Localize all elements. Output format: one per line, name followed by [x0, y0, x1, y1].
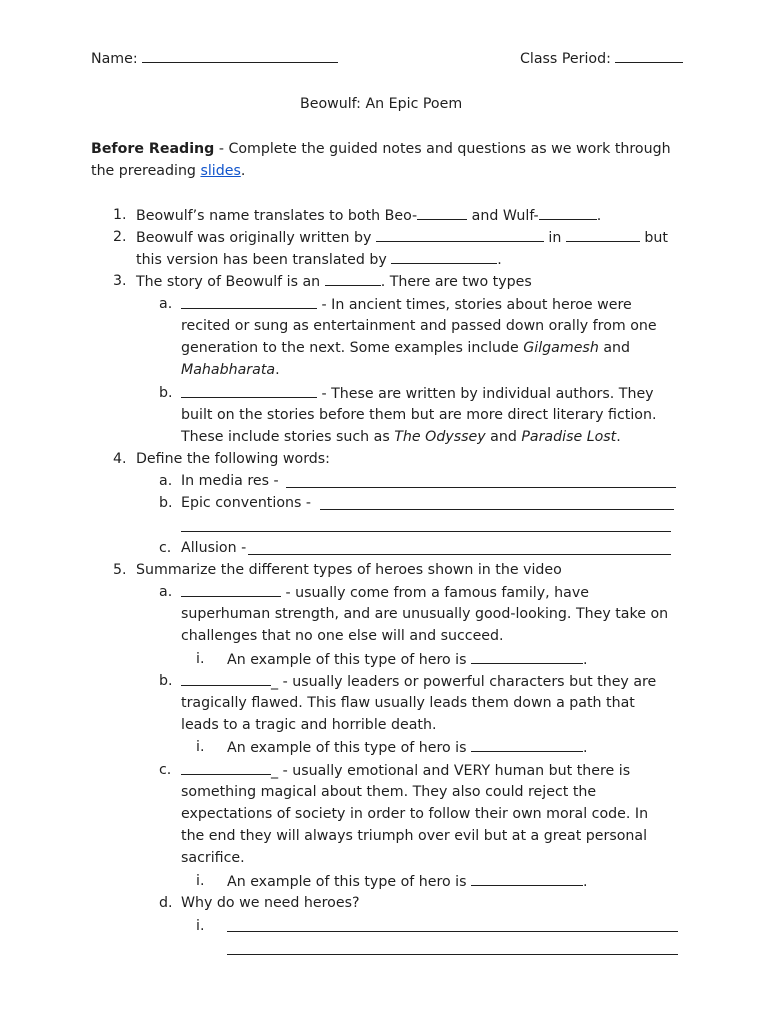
q5c-line-1: _ - usually emotional and VERY human but there is [181, 760, 630, 781]
q5b-example-blank[interactable] [471, 737, 583, 752]
q5b-letter: b. [159, 673, 173, 689]
q5b-line-3: leads to a tragic and horrible death. [181, 717, 437, 733]
q5c-line-5: sacrifice. [181, 850, 245, 866]
q5b-example: An example of this type of hero is . [227, 737, 588, 758]
q5a-roman: i. [196, 651, 205, 667]
q5c-roman: i. [196, 873, 205, 889]
name-blank[interactable] [142, 48, 338, 63]
q3a-line-1: - In ancient times, stories about heroe were [181, 294, 632, 315]
q3a-line-2: recited or sung as entertainment and passed down orally from one [181, 318, 657, 334]
q5b-roman: i. [196, 739, 205, 755]
q2-text-line-1: Beowulf was originally written by in but [136, 227, 668, 248]
q4a-letter: a. [159, 473, 173, 489]
q5c-line-2: something magical about them. They also could reject the [181, 784, 597, 800]
intro-line-1: Before Reading - Complete the guided notes and questions as we work through [91, 141, 671, 157]
q3a-blank[interactable] [181, 294, 317, 309]
q2-blank-translator[interactable] [391, 249, 497, 264]
q4c-label: Allusion - [181, 540, 247, 556]
q3b-line-3: These include stories such as The Odyssey and Paradise Lost. [181, 429, 621, 445]
q5c-line-4: the end they will always triumph over evil but at a great personal [181, 828, 648, 844]
q3a-letter: a. [159, 296, 173, 312]
slides-link[interactable]: slides [200, 163, 241, 179]
q3b-letter: b. [159, 385, 173, 401]
q1-blank-beo[interactable] [417, 205, 467, 220]
q5c-letter: c. [159, 762, 172, 778]
q3b-line-1: - These are written by individual authors. They [181, 383, 654, 404]
q3b-line-2: built on the stories before them but are more direct literary fiction. [181, 407, 657, 423]
q5d-answer-line-1[interactable] [227, 931, 678, 932]
q5-number: 5. [113, 562, 127, 578]
q5a-blank[interactable] [181, 582, 281, 597]
class-period-field[interactable]: Class Period: [520, 48, 683, 69]
q5a-example: An example of this type of hero is . [227, 649, 588, 670]
q5b-line-1: _ - usually leaders or powerful characters but they are [181, 671, 656, 692]
q4b-answer-line-1[interactable] [320, 509, 674, 510]
q1-text: Beowulf’s name translates to both Beo- and Wulf- . [136, 205, 601, 226]
q5d-roman: i. [196, 918, 205, 934]
q4c-letter: c. [159, 540, 172, 556]
q3-number: 3. [113, 273, 127, 289]
q4-text: Define the following words: [136, 451, 330, 467]
page-title: Beowulf: An Epic Poem [300, 96, 463, 112]
q5d-answer-line-2[interactable] [227, 954, 678, 955]
q5d-text: Why do we need heroes? [181, 895, 360, 911]
q5a-letter: a. [159, 584, 173, 600]
name-field[interactable]: Name: [91, 48, 338, 69]
q1-number: 1. [113, 207, 127, 223]
q3-text: The story of Beowulf is an . There are two types [136, 271, 532, 292]
q4-number: 4. [113, 451, 127, 467]
q5c-blank[interactable] [181, 760, 271, 775]
q4b-answer-line-2[interactable] [181, 531, 671, 532]
q5d-letter: d. [159, 895, 173, 911]
q2-number: 2. [113, 229, 127, 245]
class-period-blank[interactable] [615, 48, 683, 63]
q4b-letter: b. [159, 495, 173, 511]
q3a-line-3: generation to the next. Some examples include Gilgamesh and [181, 340, 631, 356]
q2-blank-author[interactable] [376, 227, 544, 242]
q5b-blank[interactable] [181, 671, 271, 686]
q5c-line-3: expectations of society in order to follow their own moral code. In [181, 806, 649, 822]
q5a-line-3: challenges that no one else will and succeed. [181, 628, 504, 644]
q5a-line-1: - usually come from a famous family, have [181, 582, 589, 603]
q4a-label: In media res - [181, 473, 279, 489]
q5c-example-blank[interactable] [471, 871, 583, 886]
q5-text: Summarize the different types of heroes shown in the video [136, 562, 562, 578]
q5b-line-2: tragically flawed. This flaw usually leads them down a path that [181, 695, 635, 711]
q3b-blank[interactable] [181, 383, 317, 398]
q3-blank-epic[interactable] [325, 271, 381, 286]
q1-blank-wulf[interactable] [539, 205, 597, 220]
q5a-example-blank[interactable] [471, 649, 583, 664]
q4c-answer-line[interactable] [248, 554, 671, 555]
q4a-answer-line[interactable] [286, 487, 676, 488]
q5a-line-2: superhuman strength, and are unusually good-looking. They take on [181, 606, 669, 622]
q3a-line-4: Mahabharata. [181, 362, 280, 378]
q4b-label: Epic conventions - [181, 495, 312, 511]
q5c-example: An example of this type of hero is . [227, 871, 588, 892]
q2-blank-year[interactable] [566, 227, 640, 242]
q2-text-line-2: this version has been translated by . [136, 249, 502, 270]
intro-line-2: the prereading slides. [91, 163, 246, 179]
